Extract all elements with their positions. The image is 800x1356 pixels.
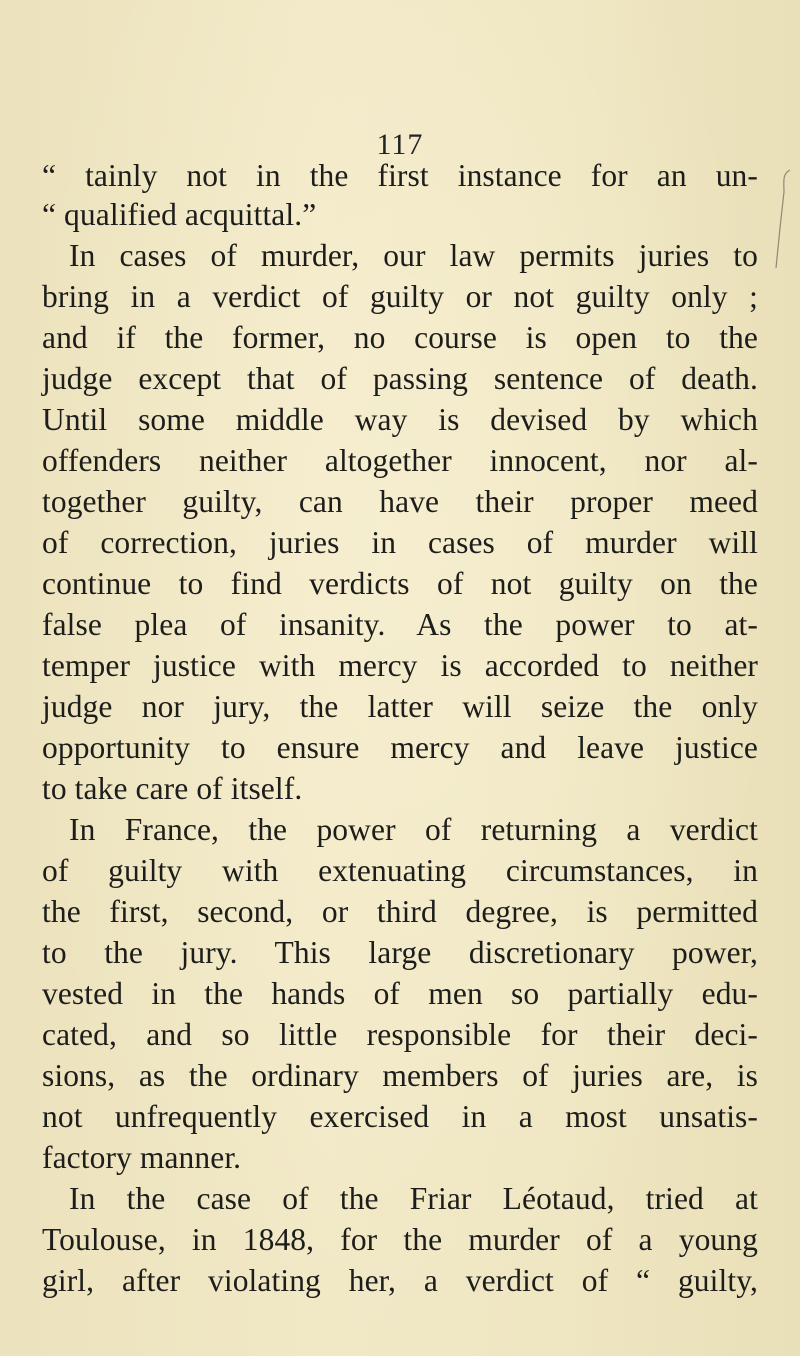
text-line: In the case of the Friar Léotaud, tried at [69,1181,758,1216]
text-line: girl, after violating her, a verdict of “ guilty, [42,1263,758,1298]
text-line: sions, as the ordinary members of juries are, is [42,1058,758,1093]
text-line: factory manner. [42,1140,242,1175]
text-line: to take care of itself. [42,771,303,806]
text-line: to the jury. This large discretionary power, [42,935,758,970]
text-line: false plea of insanity. As the power to at- [42,607,758,642]
text-line: “ tainly not in the first instance for an un- [42,158,758,193]
text-line: of correction, juries in cases of murder will [42,525,758,560]
text-line: vested in the hands of men so partially edu- [42,976,758,1011]
text-line: In France, the power of returning a verdict [69,812,758,847]
text-line: and if the former, no course is open to the [42,320,758,355]
text-line: judge except that of passing sentence of death. [42,361,758,396]
text-line: opportunity to ensure mercy and leave justice [42,730,758,765]
text-line: Toulouse, in 1848, for the murder of a young [42,1222,758,1257]
text-line: Until some middle way is devised by which [42,402,758,437]
text-line: temper justice with mercy is accorded to neither [42,648,758,683]
text-line: together guilty, can have their proper meed [42,484,758,519]
text-line: offenders neither altogether innocent, nor al- [42,443,758,478]
text-line: bring in a verdict of guilty or not guilty only ; [42,279,758,314]
text-line: “ qualified acquittal.” [42,197,317,232]
text-line: of guilty with extenuating circumstances, in [42,853,758,888]
text-line: the first, second, or third degree, is permitted [42,894,758,929]
text-line: not unfrequently exercised in a most unsatis- [42,1099,758,1134]
margin-bracket-mark [770,168,800,278]
page-number: 117 [376,128,424,161]
text-line: In cases of murder, our law permits juries to [69,238,758,273]
text-line: judge nor jury, the latter will seize the only [42,689,758,724]
text-line: cated, and so little responsible for their deci- [42,1017,758,1052]
text-line: continue to find verdicts of not guilty on the [42,566,758,601]
